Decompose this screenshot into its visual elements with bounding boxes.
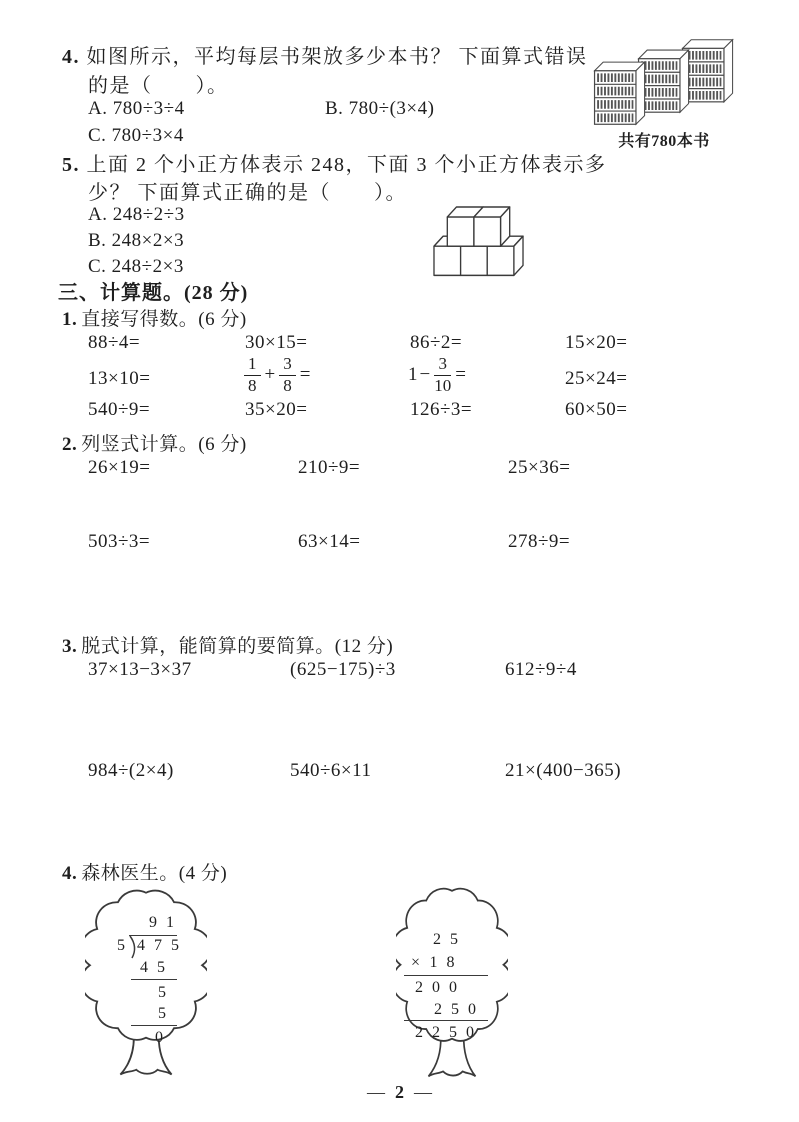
page-number: 2 [395, 1082, 404, 1102]
division-quotient: 9 1 [149, 914, 177, 931]
q5-text-1: 上面 2 个小正方体表示 248，下面 3 个小正方体表示多 [86, 154, 607, 176]
calc4-title [62, 858, 227, 885]
tree-outline-icon [85, 888, 207, 1084]
calc2-title-number: 2. [62, 434, 78, 455]
multiplication-line-2 [411, 953, 457, 973]
problem-fraction-sum [242, 351, 312, 399]
minus-operator: − [419, 364, 431, 385]
bookshelf-figure [584, 38, 744, 151]
problem-86div2: 86÷2= [410, 332, 463, 353]
equals-sign: = [299, 364, 311, 385]
q5-option-a: A. 248÷2÷3 [88, 204, 185, 225]
division-rule-2 [131, 1025, 177, 1026]
multiply-sign: × [411, 954, 423, 971]
multiplication-rule-2 [404, 1020, 488, 1021]
multiplication-multiplier: 1 8 [429, 954, 458, 971]
problem-fraction-diff [408, 351, 468, 399]
plus-operator: + [264, 364, 276, 385]
multiplication-product: 2 2 5 0 [415, 1024, 477, 1041]
division-step-2: 5 [158, 984, 169, 1001]
calc1-title [62, 304, 247, 331]
division-rule-1 [131, 979, 177, 980]
problem-88div4: 88÷4= [88, 332, 141, 353]
division-step-1: 4 5 [140, 959, 168, 976]
q4-option-c: C. 780÷3×4 [88, 125, 184, 146]
q4-option-b: B. 780÷(3×4) [325, 98, 435, 119]
calc1-title-number: 1. [62, 309, 78, 330]
footer-dash-left: — [367, 1082, 385, 1102]
problem-15x20: 15×20= [565, 332, 628, 353]
problem-13x10: 13×10= [88, 368, 151, 389]
whole-number: 1 [408, 364, 418, 385]
q4-option-a: A. 780÷3÷4 [88, 98, 185, 119]
multiplication-partial-1: 2 0 0 [415, 979, 460, 996]
footer-dash-right: — [414, 1082, 432, 1102]
fraction-3-8 [279, 354, 296, 396]
tree-figure-multiplication [396, 886, 508, 1086]
calc4-title-number: 4. [62, 863, 78, 884]
section-3-title: 三、计算题。(28 分) [58, 282, 249, 304]
problem-126div3: 126÷3= [410, 399, 473, 420]
q4-line-2: 的是（ ）。 [88, 75, 229, 97]
q4-number: 4. [62, 46, 80, 68]
division-divisor: 5 [117, 937, 128, 954]
problem-540div9: 540÷9= [88, 399, 151, 420]
problem-35x20: 35×20= [245, 399, 308, 420]
calc3-title-text: 脱式计算，能简算的要简算。(12 分) [81, 636, 394, 657]
problem-503div3: 503÷3= [88, 531, 151, 552]
q5-number: 5. [62, 154, 80, 176]
fraction-numerator: 3 [434, 354, 451, 376]
multiplication-partial-2: 2 5 0 [434, 1001, 479, 1018]
q4-text-1: 如图所示，平均每层书架放多少本书？ 下面算式错误 [86, 46, 588, 68]
division-step-3: 5 [158, 1005, 169, 1022]
problem-21x-400-365: 21×(400−365) [505, 760, 622, 781]
fraction-1-8 [244, 354, 261, 396]
problem-37x13-3x37: 37×13−3×37 [88, 659, 192, 680]
multiplication-multiplicand: 2 5 [433, 931, 461, 948]
q5-option-b: B. 248×2×3 [88, 230, 185, 251]
q5-line-2: 少？ 下面算式正确的是（ ）。 [88, 182, 407, 204]
calc3-title [62, 631, 393, 658]
tree-figure-division [85, 888, 207, 1084]
calc2-title [62, 429, 247, 456]
q4-line-1 [62, 40, 588, 69]
fraction-denominator: 8 [283, 376, 292, 395]
bookshelf-caption: 共有780本书 [618, 133, 710, 150]
calc4-title-text: 森林医生。(4 分) [81, 863, 228, 884]
problem-612div9div4: 612÷9÷4 [505, 659, 577, 680]
fraction-3-10 [434, 354, 451, 396]
problem-26x19: 26×19= [88, 457, 151, 478]
multiplication-rule-1 [404, 975, 488, 976]
problem-984div-2x4: 984÷(2×4) [88, 760, 174, 781]
division-remainder: 0 [155, 1029, 166, 1046]
fraction-denominator: 10 [434, 376, 452, 395]
fraction-numerator: 1 [244, 354, 261, 376]
fraction-numerator: 3 [279, 354, 296, 376]
problem-25x24: 25×24= [565, 368, 628, 389]
problem-540div6x11: 540÷6×11 [290, 760, 372, 781]
problem-625-175-div3: (625−175)÷3 [290, 659, 396, 680]
calc2-title-text: 列竖式计算。(6 分) [81, 434, 247, 455]
cubes-figure-icon [429, 197, 533, 279]
problem-63x14: 63×14= [298, 531, 361, 552]
problem-30x15: 30×15= [245, 332, 308, 353]
q5-line-1 [62, 148, 607, 177]
equals-sign: = [455, 364, 466, 385]
problem-25x36: 25×36= [508, 457, 571, 478]
calc3-title-number: 3. [62, 636, 78, 657]
problem-60x50: 60×50= [565, 399, 628, 420]
page-footer [0, 1082, 799, 1103]
fraction-denominator: 8 [248, 376, 257, 395]
problem-210div9: 210÷9= [298, 457, 361, 478]
calc1-title-text: 直接写得数。(6 分) [81, 309, 247, 330]
problem-278div9: 278÷9= [508, 531, 571, 552]
division-dividend: 4 7 5 [137, 937, 182, 954]
q5-option-c: C. 248÷2×3 [88, 256, 184, 277]
bookshelf-illustration-icon [584, 38, 744, 126]
